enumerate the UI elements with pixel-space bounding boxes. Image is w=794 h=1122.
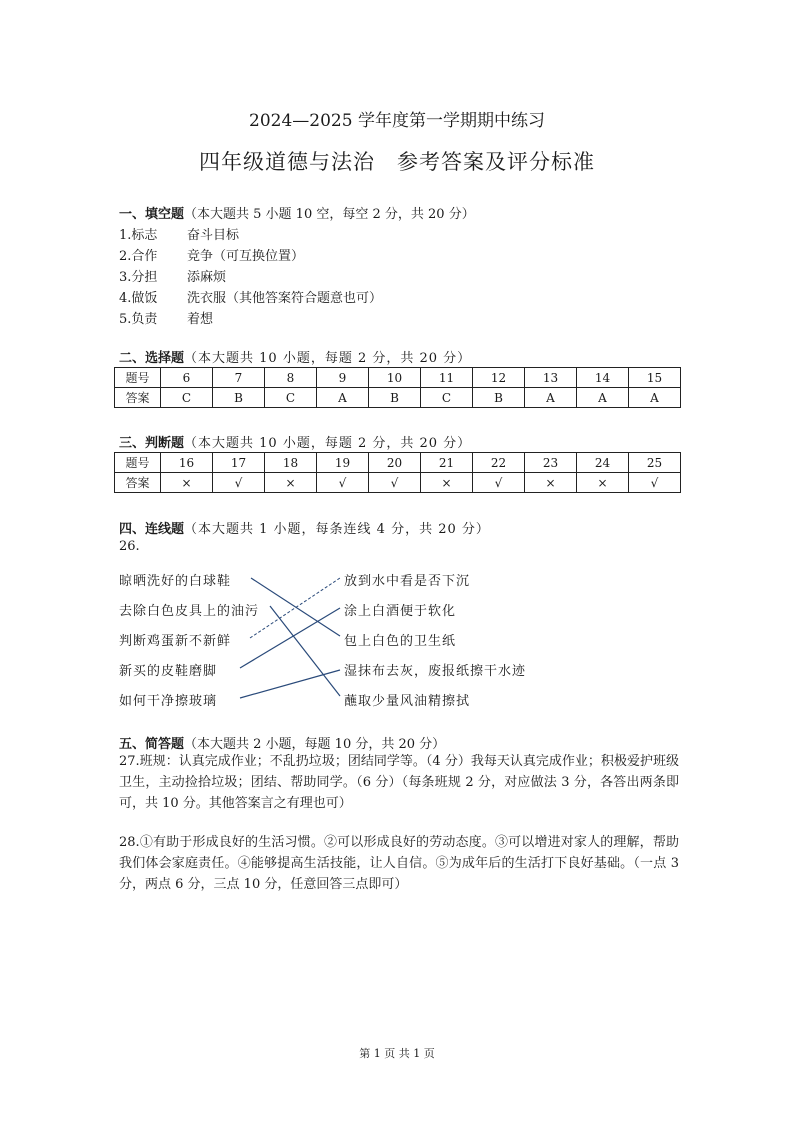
question-number: 17 [213, 453, 265, 473]
matching-line [240, 670, 340, 698]
question-number: 14 [577, 368, 629, 388]
matching-left-item: 晾晒洗好的白球鞋 [119, 574, 232, 589]
question-number: 24 [577, 453, 629, 473]
answer-cell: × [161, 473, 213, 493]
fill-answer-3: 3.分担 添麻烦 [119, 270, 227, 285]
matching-right-item: 放到水中看是否下沉 [344, 574, 471, 589]
fill-answer-1: 1.标志 奋斗目标 [119, 228, 240, 243]
answer-cell: A [629, 388, 681, 408]
section-matching-heading: 四、连线题（本大题共 1 小题，每条连线 4 分，共 20 分） [119, 522, 490, 537]
fill-answer-5: 5.负责 着想 [119, 312, 214, 327]
subtitle-grade: 四年级道德与法治 [199, 150, 375, 174]
answer-cell: B [473, 388, 525, 408]
question-number: 13 [525, 368, 577, 388]
question-number: 19 [317, 453, 369, 473]
answer-cell: × [421, 473, 473, 493]
question-number: 6 [161, 368, 213, 388]
question-number: 9 [317, 368, 369, 388]
question-number: 12 [473, 368, 525, 388]
answer-cell: √ [629, 473, 681, 493]
answer-cell: × [577, 473, 629, 493]
question-number: 15 [629, 368, 681, 388]
matching-left-item: 如何干净擦玻璃 [119, 694, 218, 709]
matching-line [250, 578, 340, 638]
answer-cell: B [213, 388, 265, 408]
question-number: 22 [473, 453, 525, 473]
subtitle-answer-key: 参考答案及评分标准 [397, 150, 595, 174]
answer-cell: C [421, 388, 473, 408]
section-choice-heading: 二、选择题（本大题共 10 小题，每题 2 分，共 20 分） [119, 351, 472, 366]
answer-cell: √ [317, 473, 369, 493]
question-number: 18 [265, 453, 317, 473]
matching-right-item: 包上白色的卫生纸 [344, 634, 457, 649]
matching-line [240, 608, 340, 668]
matching-left-item: 去除白色皮具上的油污 [119, 604, 260, 619]
question-number: 21 [421, 453, 473, 473]
fill-answer-2: 2.合作 竞争（可互换位置） [119, 249, 305, 264]
answer-cell: A [525, 388, 577, 408]
question-number: 20 [369, 453, 421, 473]
section-fill-blank-heading: 一、填空题（本大题共 5 小题 10 空，每空 2 分，共 20 分） [119, 207, 475, 222]
fill-answer-4: 4.做饭 洗衣服（其他答案符合题意也可） [119, 291, 383, 306]
question-number: 10 [369, 368, 421, 388]
table-header-cell: 题号 [115, 453, 161, 473]
answer-cell: C [265, 388, 317, 408]
table-header-cell: 答案 [115, 388, 161, 408]
matching-right-item: 涂上白酒便于软化 [344, 604, 457, 619]
section-short-answer-heading: 五、简答题（本大题共 2 小题，每题 10 分，共 20 分） [119, 737, 446, 752]
page-footer: 第 1 页 共 1 页 [359, 1047, 435, 1060]
matching-right-item: 湿抹布去灰，废报纸擦干水迹 [344, 664, 527, 679]
table-header-cell: 答案 [115, 473, 161, 493]
answer-cell: × [525, 473, 577, 493]
answer-cell: √ [213, 473, 265, 493]
question-number: 7 [213, 368, 265, 388]
matching-left-item: 新买的皮鞋磨脚 [119, 664, 218, 679]
question-number: 16 [161, 453, 213, 473]
answer-cell: √ [369, 473, 421, 493]
matching-left-item: 判断鸡蛋新不新鲜 [119, 634, 232, 649]
matching-question-number: 26. [119, 539, 140, 554]
section-judge-heading: 三、判断题（本大题共 10 小题，每题 2 分，共 20 分） [119, 436, 472, 451]
question-number: 8 [265, 368, 317, 388]
answer-cell: A [317, 388, 369, 408]
table-header-cell: 题号 [115, 368, 161, 388]
answer-cell: √ [473, 473, 525, 493]
answer-27: 27.班规：认真完成作业；不乱扔垃圾；团结同学等。（4 分）我每天认真完成作业；积极爱护班级卫生，主动捡拾垃圾；团结、帮助同学。（6 分）（每条班规 2 分，对应做法 3 分，各答出两条即可，共 10 分。其他答案言之有理也可） [119, 754, 679, 811]
matching-line [270, 606, 340, 696]
document-title: 2024—2025 学年度第一学期期中练习 [249, 111, 545, 131]
answer-cell: × [265, 473, 317, 493]
question-number: 23 [525, 453, 577, 473]
question-number: 25 [629, 453, 681, 473]
question-number: 11 [421, 368, 473, 388]
answer-cell: C [161, 388, 213, 408]
matching-right-item: 蘸取少量风油精擦拭 [344, 694, 471, 709]
answer-28: 28.①有助于形成良好的生活习惯。②可以形成良好的劳动态度。③可以增进对家人的理解，帮助我们体会家庭责任。④能够提高生活技能，让人自信。⑤为成年后的生活打下良好基础。（一点 3 分，两点 6 分，三点 10 分，任意回答三点即可） [119, 835, 679, 892]
answer-cell: A [577, 388, 629, 408]
answer-cell: B [369, 388, 421, 408]
